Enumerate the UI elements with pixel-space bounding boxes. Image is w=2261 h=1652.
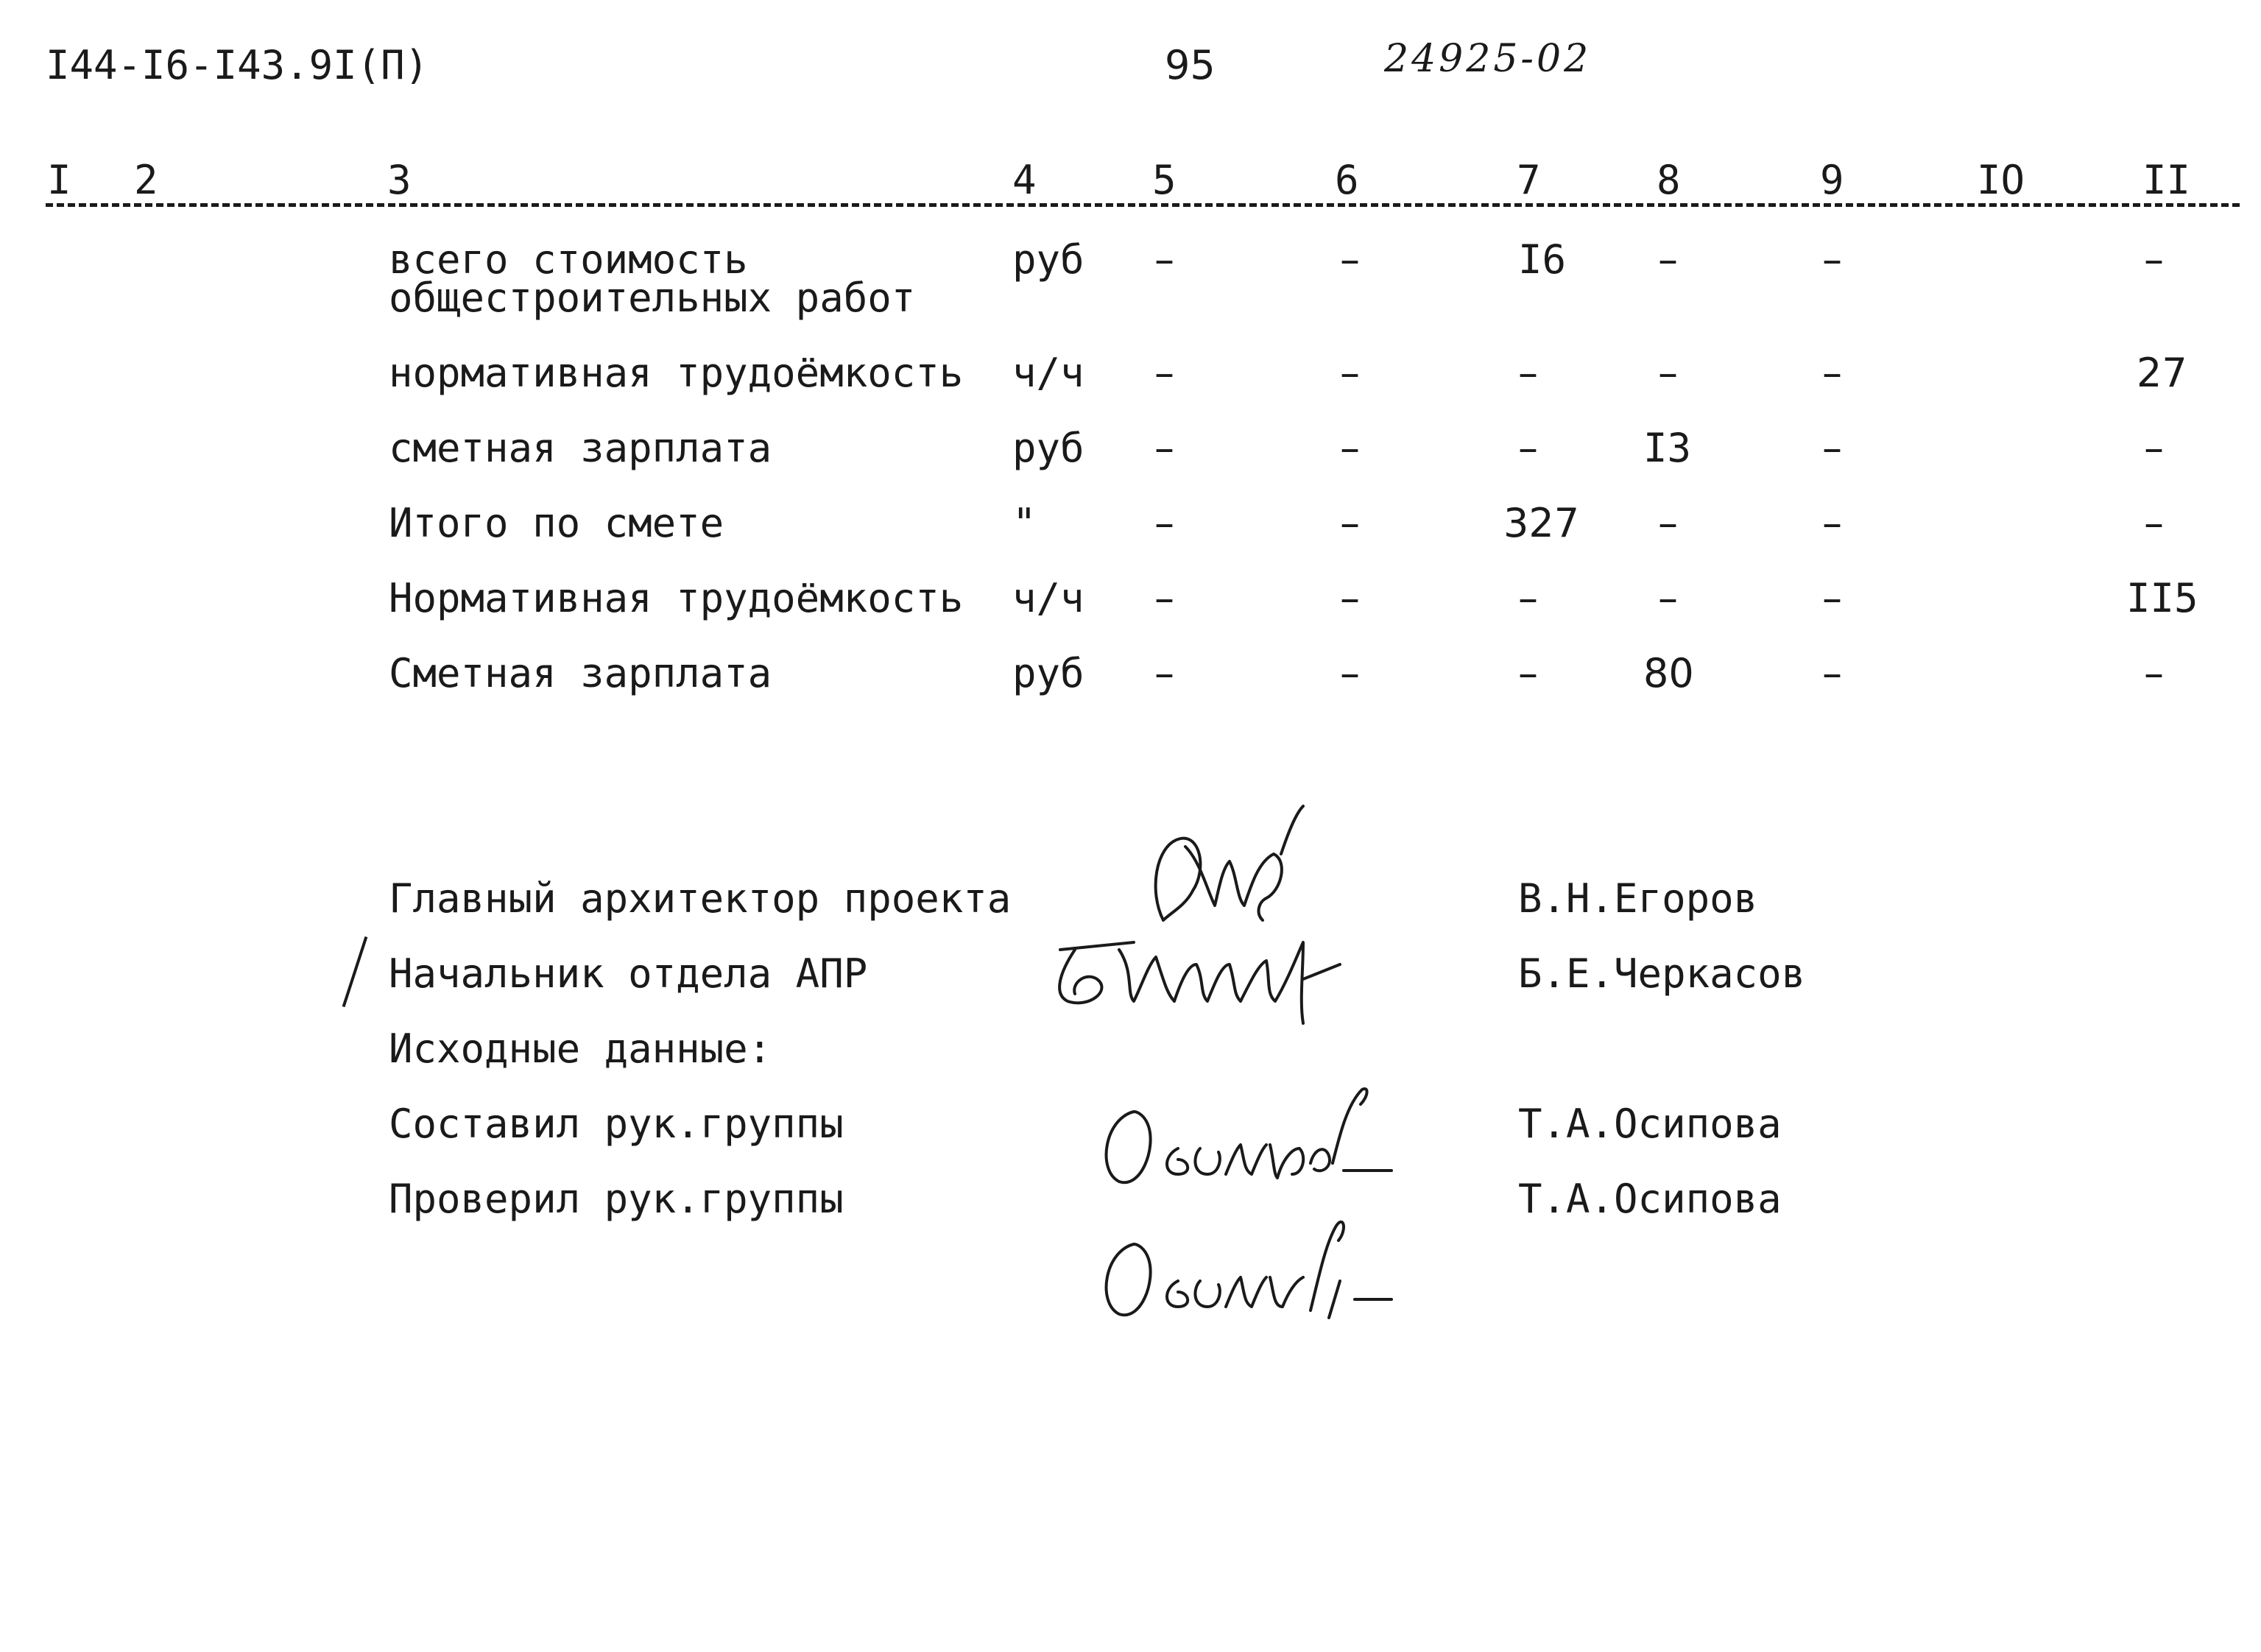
cell-col5: –	[1154, 650, 1174, 696]
column-number: IO	[1977, 157, 2025, 203]
table-row	[0, 650, 2261, 698]
cell-col8: –	[1658, 236, 1678, 283]
cell-col6: –	[1340, 575, 1360, 621]
row-unit: руб	[1012, 425, 1084, 471]
header-divider	[46, 203, 2240, 207]
cell-col9: –	[1822, 425, 1842, 471]
row-label: сметная зарплата	[389, 425, 772, 471]
cell-col7: 327	[1503, 500, 1580, 546]
cell-col7: –	[1518, 575, 1538, 621]
row-label: Сметная зарплата	[389, 650, 772, 696]
cell-col11: II5	[2126, 575, 2198, 621]
cell-col5: –	[1154, 236, 1174, 283]
signature-name: Т.А.Осипова	[1518, 1176, 1782, 1222]
cell-col9: –	[1822, 650, 1842, 696]
cell-col11: 27	[2137, 350, 2187, 396]
row-unit: ч/ч	[1012, 575, 1084, 621]
signature-role: Составил рук.группы	[389, 1101, 844, 1147]
cell-col6: –	[1340, 350, 1360, 396]
cell-col5: –	[1154, 500, 1174, 546]
cell-col6: –	[1340, 236, 1360, 283]
row-unit: руб	[1012, 236, 1084, 283]
page-number: 95	[1165, 42, 1216, 88]
signature-osipova-2	[1090, 1207, 1399, 1325]
cell-col6: –	[1340, 425, 1360, 471]
column-number: 6	[1335, 157, 1359, 203]
cell-col6: –	[1340, 500, 1360, 546]
cell-col5: –	[1154, 425, 1174, 471]
signature-osipova-1	[1090, 1075, 1399, 1193]
cell-col9: –	[1822, 236, 1842, 283]
cell-col6: –	[1340, 650, 1360, 696]
signature-role: Главный архитектор проекта	[389, 875, 1012, 922]
document-code: I44-I6-I43.9I(П)	[46, 42, 429, 88]
signature-role: Начальник отдела АПР	[389, 950, 868, 997]
signature-name: Т.А.Осипова	[1518, 1101, 1782, 1147]
cell-col8: –	[1658, 350, 1678, 396]
cell-col8: –	[1658, 500, 1678, 546]
cell-col8: I3	[1643, 425, 1692, 471]
column-number: 8	[1657, 157, 1681, 203]
column-number: 7	[1517, 157, 1541, 203]
column-number: 9	[1820, 157, 1844, 203]
signature-name: В.Н.Егоров	[1518, 875, 1758, 922]
row-label: Нормативная трудоёмкость	[389, 575, 964, 621]
row-unit: "	[1012, 500, 1037, 546]
cell-col5: –	[1154, 350, 1174, 396]
cell-col9: –	[1822, 350, 1842, 396]
cell-col11: –	[2144, 650, 2164, 696]
column-number: 4	[1012, 157, 1037, 203]
row-unit: ч/ч	[1012, 350, 1084, 396]
column-number: I	[47, 157, 71, 203]
signature-cherkasov	[1045, 920, 1355, 1031]
cell-col8: 80	[1643, 650, 1694, 696]
table-row	[0, 575, 2261, 623]
cell-col11: –	[2144, 236, 2164, 283]
table-row	[0, 350, 2261, 398]
row-label: нормативная трудоёмкость	[389, 350, 964, 396]
signature-role: Проверил рук.группы	[389, 1176, 844, 1222]
signature-name: Б.Е.Черкасов	[1518, 950, 1806, 997]
column-number: II	[2142, 157, 2191, 203]
cell-col11: –	[2144, 425, 2164, 471]
archive-number: 24925-02	[1384, 37, 1592, 81]
cell-col7: –	[1518, 350, 1538, 396]
column-number: 3	[387, 157, 412, 203]
column-number: 2	[134, 157, 158, 203]
table-row	[0, 425, 2261, 473]
cell-col7: –	[1518, 425, 1538, 471]
row-label: Итого по смете	[389, 500, 724, 546]
cell-col9: –	[1822, 500, 1842, 546]
row-label-continued: общестроительных работ	[389, 275, 916, 321]
table-row	[0, 236, 2261, 321]
row-unit: руб	[1012, 650, 1084, 696]
cell-col7: I6	[1518, 236, 1567, 283]
cell-col7: –	[1518, 650, 1538, 696]
signature-role: Исходные данные:	[389, 1026, 772, 1072]
margin-mark	[342, 936, 368, 1007]
row-label: всего стоимость	[389, 236, 748, 283]
cell-col8: –	[1658, 575, 1678, 621]
table-row	[0, 500, 2261, 548]
cell-col11: –	[2144, 500, 2164, 546]
cell-col5: –	[1154, 575, 1174, 621]
signature-egorov	[1134, 802, 1325, 935]
cell-col9: –	[1822, 575, 1842, 621]
column-number: 5	[1152, 157, 1177, 203]
